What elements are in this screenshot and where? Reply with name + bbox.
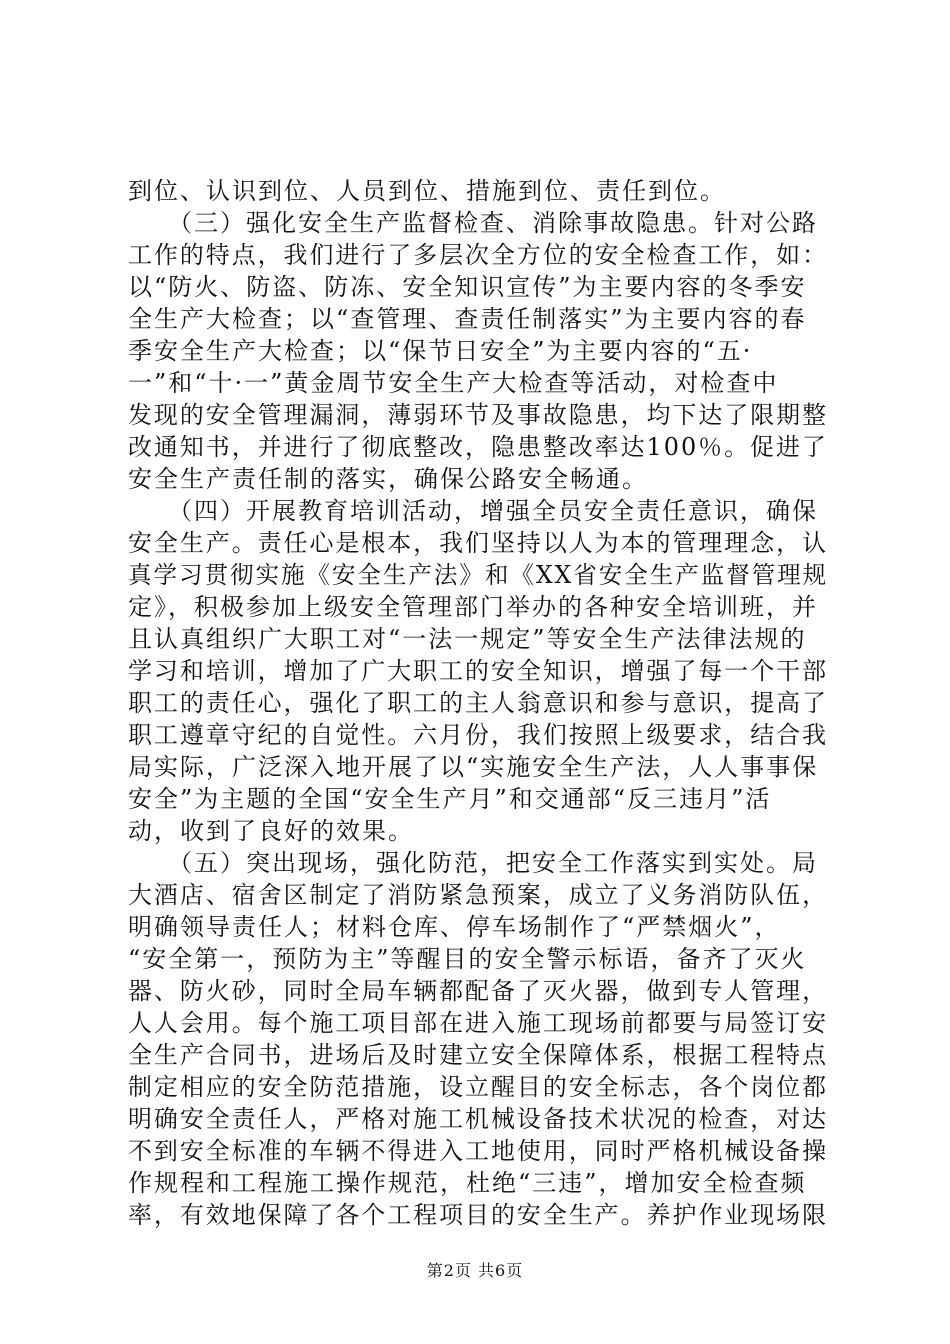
text-line: 大酒店、宿舍区制定了消防紧急预案，成立了义务消防队伍，: [128, 881, 828, 909]
text-line: 且认真组织广大职工对“一法一规定”等安全生产法律法规的: [128, 625, 807, 653]
text-line: 动，收到了良好的效果。: [128, 817, 414, 845]
text-line: （四）开展教育培训活动，增强全员安全责任意识，确保: [128, 497, 818, 525]
text-line: 季安全生产大检查；以“保节日安全”为主要内容的“五·: [128, 337, 753, 365]
text-line: 全生产大检查；以“查管理、查责任制落实”为主要内容的春: [128, 305, 807, 333]
text-line: “安全第一，预防为主”等醒目的安全警示标语，备齐了灭火: [128, 945, 807, 973]
text-line: 职工遵章守纪的自觉性。六月份，我们按照上级要求，结合我: [128, 721, 828, 749]
text-line: 明确安全责任人，严格对施工机械设备技术状况的检查，对达: [128, 1105, 828, 1133]
text-line: 以“防火、防盗、防冻、安全知识宣传”为主要内容的冬季安: [128, 273, 807, 301]
text-line: 发现的安全管理漏洞，薄弱环节及事故隐患，均下达了限期整: [128, 401, 828, 429]
text-line: 不到安全标准的车辆不得进入工地使用，同时严格机械设备操: [128, 1137, 828, 1165]
text-line: 全生产合同书，进场后及时建立安全保障体系，根据工程特点: [128, 1041, 828, 1069]
page-number-footer: 第2页 共6页: [426, 1261, 524, 1280]
text-line: 职工的责任心，强化了职工的主人翁意识和参与意识，提高了: [128, 689, 828, 717]
text-line: 明确领导责任人；材料仓库、停车场制作了“严禁烟火”，: [128, 913, 781, 941]
text-line: 制定相应的安全防范措施，设立醒目的安全标志，各个岗位都: [128, 1073, 828, 1101]
text-line: 安全生产责任制的落实，确保公路安全畅通。: [128, 465, 648, 493]
text-line: 局实际，广泛深入地开展了以“实施安全生产法，人人事事保: [128, 753, 819, 781]
text-line: 作规程和工程施工操作规范，杜绝“三违”，增加安全检查频: [128, 1169, 807, 1197]
text-line: （三）强化安全生产监督检查、消除事故隐患。针对公路: [128, 209, 818, 237]
text-line: 人人会用。每个施工项目部在进入施工现场前都要与局签订安: [128, 1009, 828, 1037]
text-line: 安全生产。责任心是根本，我们坚持以人为本的管理理念，认: [128, 529, 828, 557]
text-line: 改通知书，并进行了彻底整改，隐患整改率达100％。促进了: [128, 433, 828, 461]
text-line: 定》，积极参加上级安全管理部门举办的各种安全培训班，并: [128, 593, 818, 621]
text-line: 学习和培训，增加了广大职工的安全知识，增强了每一个干部: [128, 657, 828, 685]
text-line: 真学习贯彻实施《安全生产法》和《XX省安全生产监督管理规: [128, 561, 829, 589]
text-line: 安全”为主题的全国“安全生产月”和交通部“反三违月”活: [128, 785, 772, 813]
text-line: 一”和“十·一”黄金周节安全生产大检查等活动，对检查中: [128, 369, 779, 397]
text-line: 器、防火砂，同时全局车辆都配备了灭火器，做到专人管理，: [128, 977, 828, 1005]
text-line: 到位、认识到位、人员到位、措施到位、责任到位。: [128, 177, 726, 205]
text-line: 率，有效地保障了各个工程项目的安全生产。养护作业现场限: [128, 1201, 828, 1229]
text-line: （五）突出现场，强化防范，把安全工作落实到实处。局: [128, 849, 818, 877]
text-line: 工作的特点，我们进行了多层次全方位的安全检查工作，如：: [128, 241, 828, 269]
